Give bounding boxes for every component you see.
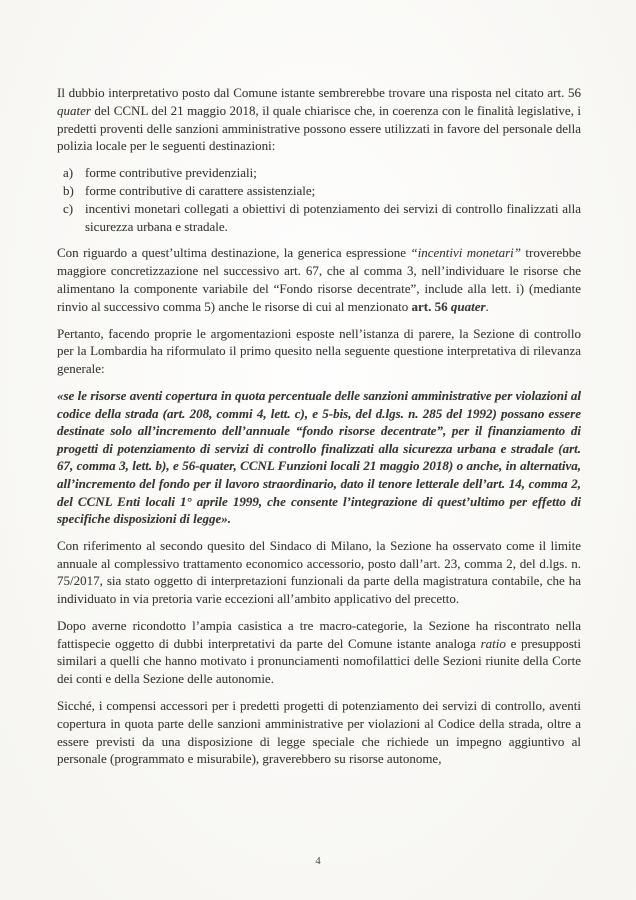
page-number: 4	[315, 855, 321, 867]
text-run-italic: “incentivi monetari”	[410, 245, 521, 261]
text-run: Con riferimento al secondo quesito del Sindaco di Milano, la Sezione ha osservato come il limite annuale al complessivo trattamento economico accessorio, posto dall’art. 23, comma 2, del d.lgs. n. 75/2017, sia stato oggetto di interpretazioni funzionali da parte della magistratura contabile, che ha individuato in via pretoria varie eccezioni all’ambito applicativo del precetto.	[57, 537, 581, 607]
list-item-c	[57, 200, 581, 236]
paragraph-secondo-quesito	[57, 537, 581, 608]
text-run-bold: art. 56	[411, 298, 451, 314]
quote-text: «se le risorse aventi copertura in quota percentuale delle sanzioni amministrative per violazioni al codice della strada (art. 208, commi 4, lett. c), e 5-bis, del d.lgs. n. 285 del 1992) possano essere destinate solo all’incremento dell’annuale “fondo risorse decentrate”, per il finanziamento di progetti di potenziamento di servizi di controllo finalizzati alla sicurezza urbana e stradale (art. 67, comma 3, lett. b), e 56-quater, CCNL Funzioni locali 21 maggio 2018) o anche, in alternativa, all’incremento del fondo per il lavoro straordinario, dato il tenore letterale dell’art. 14, comma 2, del CCNL Enti locali 1° aprile 1999, che consente l’integrazione di quest’ultimo per effetto di specifiche disposizioni di legge».	[57, 387, 581, 527]
list-item-b	[57, 182, 581, 200]
list-marker: c)	[63, 200, 74, 216]
paragraph-riformulazione	[57, 325, 581, 378]
quote-block	[57, 387, 581, 528]
list-item-a	[57, 164, 581, 182]
page-content	[57, 84, 581, 777]
text-run: e presupposti similari a quelli che hanno motivato i pronunciamenti nomofilattici delle Sezioni riunite della Corte dei conti e della Sezione delle autonomie.	[57, 635, 581, 687]
list-item-text: incentivi monetari collegati a obiettivi di potenziamento dei servizi di controllo finalizzati alla sicurezza urbana e stradale.	[85, 200, 581, 234]
destination-list	[57, 164, 581, 235]
text-run: troverebbe maggiore concretizzazione nel successivo art. 67, che al comma 3, nell’individuare le risorse che alimentano la componente variabile del “Fondo risorse decentrate”, include alla lett. i) (mediante rinvio al successivo comma 5) anche le risorse di cui al menzionato	[57, 245, 581, 314]
text-run: Dopo averne ricondotto l’ampia casistica a tre macro-categorie, la Sezione ha riscontrato nella fattispecie oggetto di dubbi interpretativi da parte del Comune istante analoga	[57, 617, 581, 651]
text-run-italic: quater	[57, 102, 91, 118]
list-item-text: forme contributive di carattere assistenziale;	[85, 182, 316, 198]
text-run: .	[485, 298, 489, 314]
paragraph-intro	[57, 84, 581, 155]
text-run: Con riguardo a quest’ultima destinazione, la generica espressione	[57, 245, 411, 261]
list-item-text: forme contributive previdenziali;	[85, 165, 257, 181]
paragraph-art67	[57, 244, 581, 315]
list-marker: b)	[63, 182, 74, 198]
list-marker: a)	[63, 165, 74, 181]
text-run: Il dubbio interpretativo posto dal Comune istante sembrerebbe trovare una risposta nel citato art. 56	[57, 85, 581, 100]
paragraph-sicche	[57, 697, 581, 768]
text-run-italic: ratio	[480, 635, 506, 651]
text-run: Pertanto, facendo proprie le argomentazioni esposte nell’istanza di parere, la Sezione di controllo per la Lombardia ha riformulato il primo quesito nella seguente questione interpretativa di rilevanza generale:	[57, 325, 581, 377]
text-run: Sicché, i compensi accessori per i predetti progetti di potenziamento dei servizi di controllo, aventi copertura in quota parte delle sanzioni amministrative per violazioni al Codice della strada, oltre a essere previsti da una disposizione di legge speciale che richiede un impegno aggiuntivo al personale (programmato e misurabile), graverebbero su risorse autonome,	[57, 698, 581, 767]
text-run: del CCNL del 21 maggio 2018, il quale chiarisce che, in coerenza con le finalità legislative, i predetti proventi delle sanzioni amministrative possono essere utilizzati in favore del personale della polizia locale per le seguenti destinazioni:	[57, 102, 581, 154]
paragraph-macro-categorie	[57, 617, 581, 688]
text-run-bold-italic: quater	[450, 298, 486, 314]
